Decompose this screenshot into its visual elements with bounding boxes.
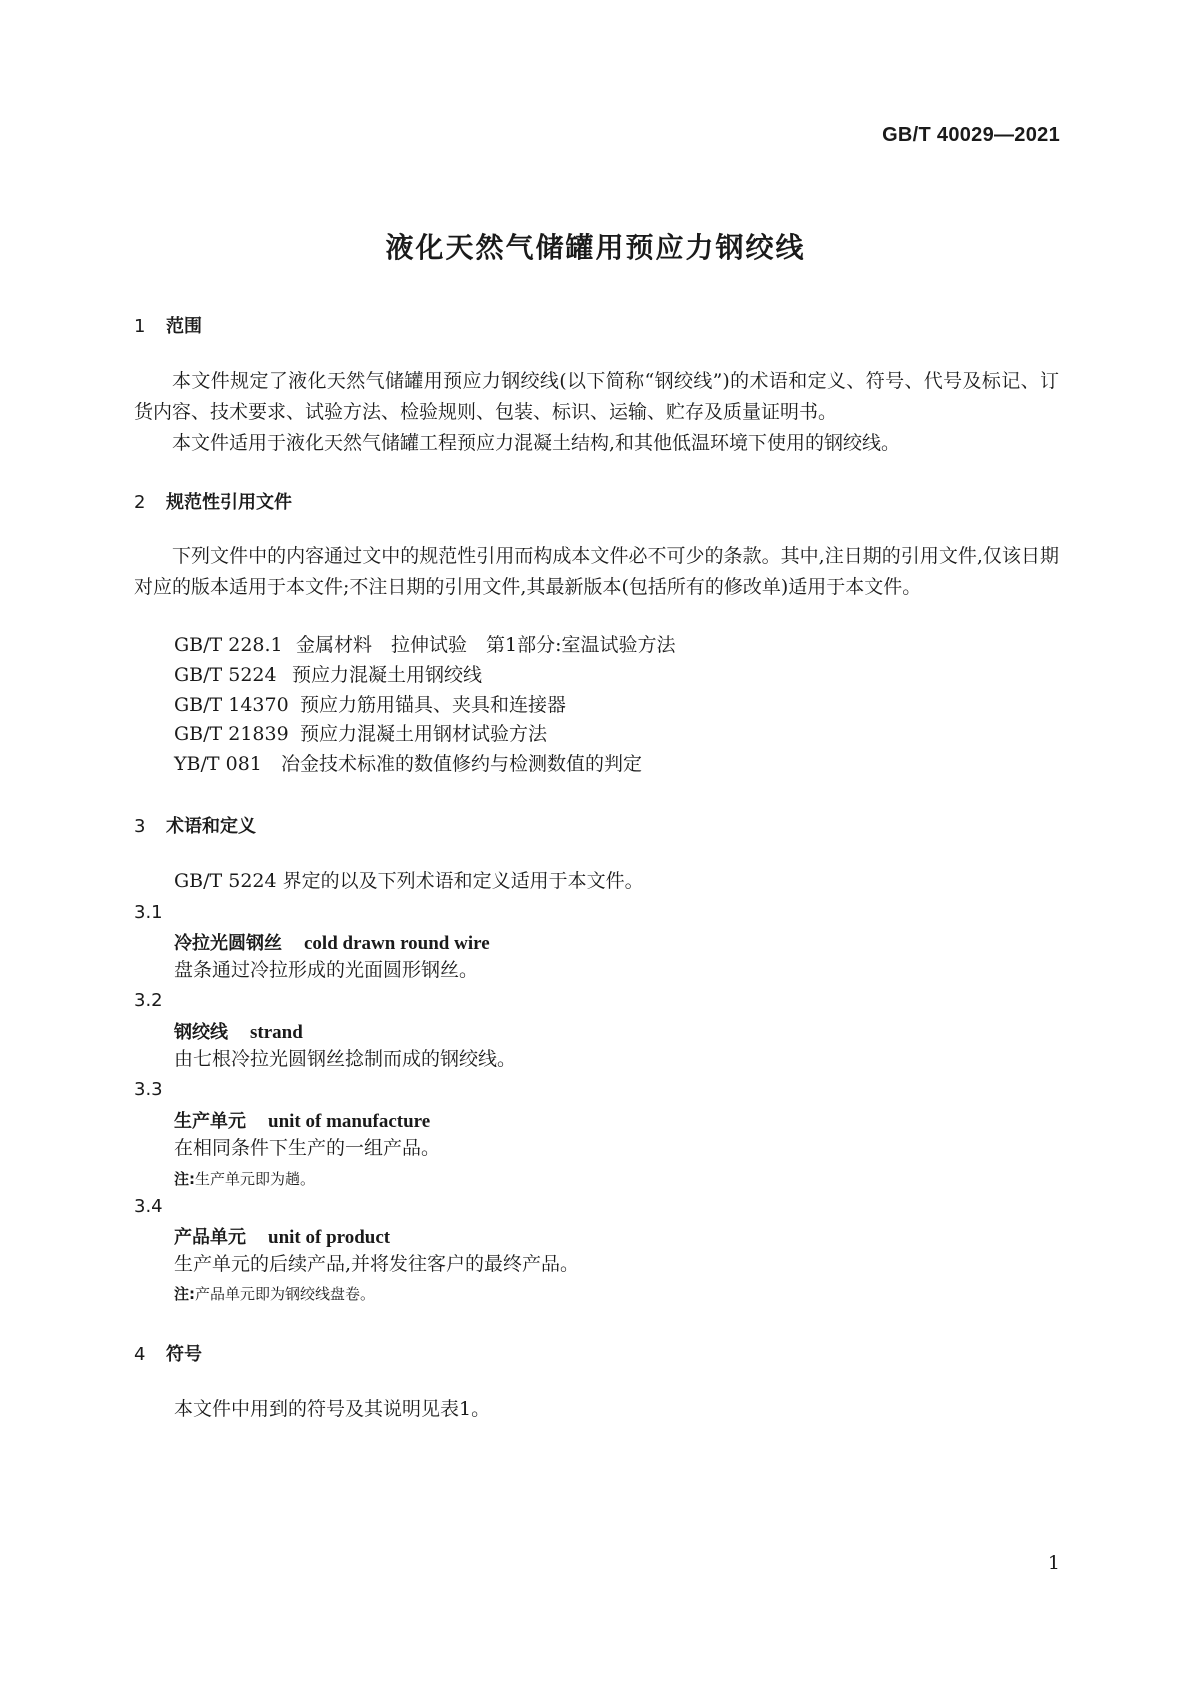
terms-intro: GB/T 5224 界定的以及下列术语和定义适用于本文件。 xyxy=(174,870,644,892)
reference-code: GB/T 5224 xyxy=(174,664,277,686)
section-title: 符号 xyxy=(166,1344,202,1365)
term-number: 3.1 xyxy=(134,902,163,923)
reference-title: 预应力混凝土用钢绞线 xyxy=(292,664,483,686)
reference-code: YB/T 081 xyxy=(174,753,262,775)
term-title xyxy=(174,1107,430,1133)
reference-item xyxy=(174,630,676,661)
term-en: unit of manufacture xyxy=(268,1111,431,1132)
note-label: 注: xyxy=(174,1170,195,1188)
section-number: 2 xyxy=(134,492,146,513)
section-3-heading xyxy=(134,812,256,838)
standard-code: GB/T 40029—2021 xyxy=(882,124,1060,146)
term-en: cold drawn round wire xyxy=(304,933,490,954)
term-title xyxy=(174,929,490,955)
reference-code: GB/T 21839 xyxy=(174,723,289,745)
term-zh: 冷拉光圆钢丝 xyxy=(174,933,282,954)
section-number: 1 xyxy=(134,316,146,337)
section-2-heading xyxy=(134,488,292,514)
reference-title: 预应力筋用锚具、夹具和连接器 xyxy=(300,694,567,716)
term-en: unit of product xyxy=(268,1227,391,1248)
term-title xyxy=(174,1018,303,1044)
reference-title: 冶金技术标准的数值修约与检测数值的判定 xyxy=(281,753,643,775)
term-note xyxy=(174,1283,375,1304)
term-zh: 生产单元 xyxy=(174,1111,246,1132)
term-number: 3.3 xyxy=(134,1079,163,1100)
term-number: 3.4 xyxy=(134,1196,163,1217)
section-title: 规范性引用文件 xyxy=(166,492,292,513)
note-text: 产品单元即为钢绞线盘卷。 xyxy=(195,1285,376,1303)
term-note xyxy=(174,1168,315,1189)
page-number: 1 xyxy=(1047,1552,1060,1574)
document-title: 液化天然气储罐用预应力钢绞线 xyxy=(385,231,806,264)
reference-item xyxy=(174,660,482,691)
section-number: 3 xyxy=(134,816,146,837)
reference-code: GB/T 14370 xyxy=(174,694,289,716)
term-zh: 产品单元 xyxy=(174,1227,246,1248)
term-zh: 钢绞线 xyxy=(174,1022,228,1043)
reference-title: 金属材料 拉伸试验 第1部分:室温试验方法 xyxy=(296,634,676,656)
symbols-intro: 本文件中用到的符号及其说明见表1。 xyxy=(174,1398,491,1420)
term-definition: 由七根冷拉光圆钢丝捻制而成的钢绞线。 xyxy=(174,1048,517,1070)
reference-item xyxy=(174,719,547,750)
reference-title: 预应力混凝土用钢材试验方法 xyxy=(300,723,548,745)
term-number: 3.2 xyxy=(134,990,163,1011)
note-label: 注: xyxy=(174,1285,195,1303)
term-definition: 在相同条件下生产的一组产品。 xyxy=(174,1137,441,1159)
section-number: 4 xyxy=(134,1344,146,1365)
reference-item xyxy=(174,690,566,721)
section-4-heading xyxy=(134,1340,202,1366)
term-en: strand xyxy=(250,1022,303,1043)
term-definition: 盘条通过冷拉形成的光面圆形钢丝。 xyxy=(174,959,479,981)
section-title: 范围 xyxy=(166,316,202,337)
note-text: 生产单元即为趟。 xyxy=(195,1170,316,1188)
term-title xyxy=(174,1223,390,1249)
section-1-heading xyxy=(134,312,202,338)
references-intro: 下列文件中的内容通过文中的规范性引用而构成本文件必不可少的条款。其中,注日期的引用文件,仅该日期对应的版本适用于本文件;不注日期的引用文件,其最新版本(包括所有的修改单)适用于本文件。 xyxy=(134,545,1059,598)
scope-paragraph-2: 本文件适用于液化天然气储罐工程预应力混凝土结构,和其他低温环境下使用的钢绞线。 xyxy=(172,432,901,454)
reference-code: GB/T 228.1 xyxy=(174,634,283,656)
reference-item xyxy=(174,749,642,780)
section-title: 术语和定义 xyxy=(166,816,256,837)
scope-paragraph-1: 本文件规定了液化天然气储罐用预应力钢绞线(以下简称“钢绞线”)的术语和定义、符号、代号及标记、订货内容、技术要求、试验方法、检验规则、包装、标识、运输、贮存及质量证明书。 xyxy=(134,370,1059,423)
term-definition: 生产单元的后续产品,并将发往客户的最终产品。 xyxy=(174,1253,580,1275)
